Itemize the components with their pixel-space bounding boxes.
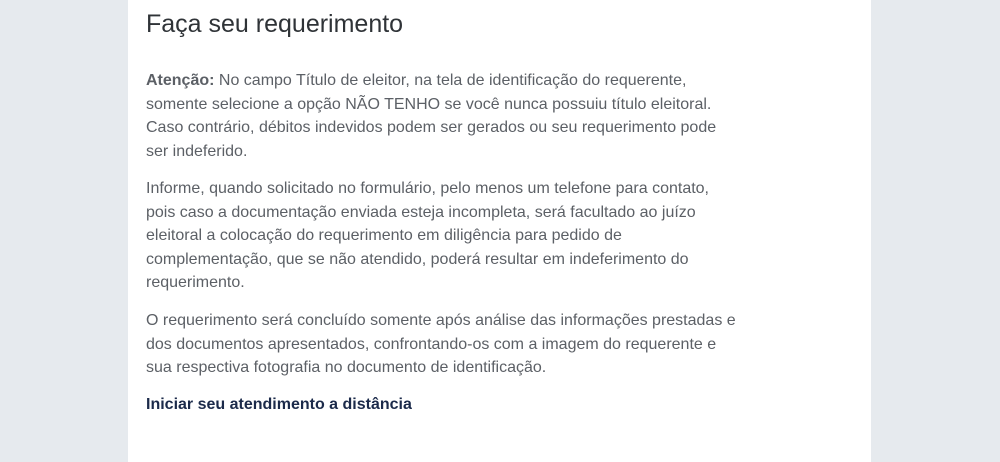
conclusion-paragraph: O requerimento será concluído somente após análise das informações prestadas e dos documentos apresentados, confrontando-os com a imagem do requerente e sua respectiva fotografia no documento de identificação. [146, 312, 736, 376]
start-remote-service-link[interactable]: Iniciar seu atendimento a distância [146, 396, 412, 413]
contact-info-paragraph: Informe, quando solicitado no formulário, pelo menos um telefone para contato, pois caso a documentação enviada esteja incompleta, será facultado ao juízo eleitoral a colocação do requerimento em diligência para pedido de complementação, que se não atendido, poderá resultar em indeferimento do requerimento. [146, 180, 709, 291]
attention-label: Atenção: [146, 72, 215, 89]
attention-paragraph [146, 69, 736, 163]
attention-text: No campo Título de eleitor, na tela de identificação do requerente, somente selecione a opção NÃO TENHO se você nunca possuiu título eleitoral. Caso contrário, débitos indevidos podem ser gerados ou seu requerimento pode ser indeferido. [146, 72, 717, 160]
content-card [128, 0, 871, 462]
page-title: Faça seu requerimento [146, 10, 404, 38]
